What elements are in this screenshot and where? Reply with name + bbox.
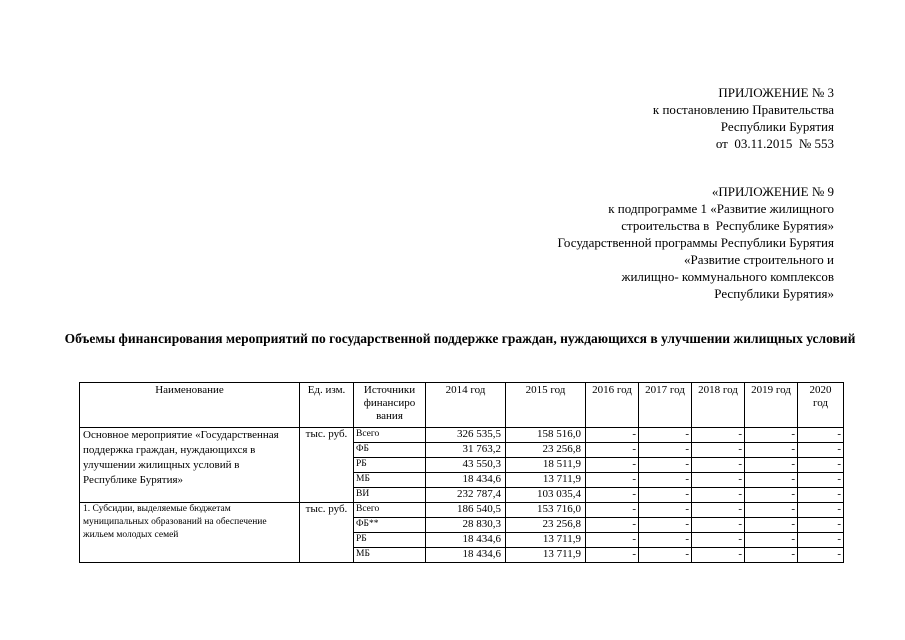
appendix-9-line: жилищно- коммунального комплексов <box>621 269 834 284</box>
amount-2018: - <box>692 458 745 473</box>
appendix-3-line: Республики Бурятия <box>720 119 834 134</box>
amount-2014: 186 540,5 <box>426 503 506 518</box>
amount-2018: - <box>692 443 745 458</box>
amount-2015: 103 035,4 <box>506 488 586 503</box>
header-2018: 2018 год <box>692 383 745 428</box>
amount-2018: - <box>692 518 745 533</box>
amount-2017: - <box>639 473 692 488</box>
amount-2014: 31 763,2 <box>426 443 506 458</box>
document-title: Объемы финансирования мероприятий по государственной поддержке граждан, нуждающихся в улучшении жилищных условий <box>64 331 856 346</box>
funding-source: ФБ <box>354 443 426 458</box>
amount-2018: - <box>692 428 745 443</box>
measure-name: Основное мероприятие «Государственная поддержка граждан, нуждающихся в улучшении жилищных условий в Республике Бурятия» <box>80 428 300 503</box>
header-2015: 2015 год <box>506 383 586 428</box>
amount-2017: - <box>639 503 692 518</box>
measure-name: 1. Субсидии, выделяемые бюджетам муниципальных образований на обеспечение жильем молодых семей <box>80 503 300 563</box>
funding-source: РБ <box>354 458 426 473</box>
amount-2017: - <box>639 548 692 563</box>
amount-2018: - <box>692 488 745 503</box>
header-2020: 2020 год <box>798 383 844 428</box>
appendix-9-line: строительства в Республике Бурятия» <box>621 218 834 233</box>
amount-2014: 28 830,3 <box>426 518 506 533</box>
appendix-9-line: Республики Бурятия» <box>714 286 834 301</box>
header-2017: 2017 год <box>639 383 692 428</box>
appendix-3-line: от 03.11.2015 № 553 <box>715 136 834 151</box>
amount-2019: - <box>745 443 798 458</box>
amount-2017: - <box>639 443 692 458</box>
amount-2018: - <box>692 548 745 563</box>
amount-2020: - <box>798 428 844 443</box>
amount-2016: - <box>586 443 639 458</box>
amount-2018: - <box>692 503 745 518</box>
appendix-3-line: ПРИЛОЖЕНИЕ № 3 <box>718 85 834 100</box>
amount-2015: 13 711,9 <box>506 548 586 563</box>
financing-table <box>79 382 844 563</box>
amount-2019: - <box>745 503 798 518</box>
amount-2018: - <box>692 533 745 548</box>
table-header-row <box>80 383 844 428</box>
measure-unit: тыс. руб. <box>300 428 354 503</box>
funding-source: ФБ** <box>354 518 426 533</box>
amount-2015: 158 516,0 <box>506 428 586 443</box>
amount-2020: - <box>798 548 844 563</box>
amount-2020: - <box>798 443 844 458</box>
funding-source: МБ <box>354 548 426 563</box>
funding-source: МБ <box>354 473 426 488</box>
amount-2019: - <box>745 548 798 563</box>
funding-source: Всего <box>354 428 426 443</box>
amount-2016: - <box>586 503 639 518</box>
header-sources: Источники финансиро вания <box>354 383 426 428</box>
amount-2015: 153 716,0 <box>506 503 586 518</box>
table-row <box>80 428 844 443</box>
header-name: Наименование <box>80 383 300 428</box>
amount-2019: - <box>745 488 798 503</box>
amount-2019: - <box>745 428 798 443</box>
amount-2016: - <box>586 473 639 488</box>
amount-2018: - <box>692 473 745 488</box>
amount-2016: - <box>586 533 639 548</box>
amount-2016: - <box>586 548 639 563</box>
amount-2016: - <box>586 488 639 503</box>
header-2019: 2019 год <box>745 383 798 428</box>
appendix-3-line: к постановлению Правительства <box>652 102 834 117</box>
amount-2014: 18 434,6 <box>426 533 506 548</box>
amount-2014: 18 434,6 <box>426 548 506 563</box>
amount-2020: - <box>798 488 844 503</box>
amount-2019: - <box>745 518 798 533</box>
amount-2016: - <box>586 428 639 443</box>
appendix-9-line: Государственной программы Республики Бурятия <box>557 235 834 250</box>
amount-2014: 18 434,6 <box>426 473 506 488</box>
appendix-9-line: к подпрограмме 1 «Развитие жилищного <box>608 201 834 216</box>
amount-2014: 43 550,3 <box>426 458 506 473</box>
amount-2017: - <box>639 428 692 443</box>
amount-2020: - <box>798 533 844 548</box>
funding-source: ВИ <box>354 488 426 503</box>
amount-2015: 23 256,8 <box>506 518 586 533</box>
appendix-9-line: «ПРИЛОЖЕНИЕ № 9 <box>711 184 834 199</box>
amount-2019: - <box>745 458 798 473</box>
amount-2020: - <box>798 503 844 518</box>
header-2014: 2014 год <box>426 383 506 428</box>
funding-source: РБ <box>354 533 426 548</box>
header-unit: Ед. изм. <box>300 383 354 428</box>
measure-unit: тыс. руб. <box>300 503 354 563</box>
amount-2016: - <box>586 458 639 473</box>
appendix-3-header <box>653 84 834 152</box>
amount-2014: 232 787,4 <box>426 488 506 503</box>
amount-2015: 18 511,9 <box>506 458 586 473</box>
amount-2015: 23 256,8 <box>506 443 586 458</box>
appendix-9-line: «Развитие строительного и <box>684 252 834 267</box>
amount-2017: - <box>639 488 692 503</box>
amount-2017: - <box>639 533 692 548</box>
amount-2015: 13 711,9 <box>506 473 586 488</box>
table-body <box>80 428 844 563</box>
amount-2019: - <box>745 473 798 488</box>
amount-2019: - <box>745 533 798 548</box>
amount-2014: 326 535,5 <box>426 428 506 443</box>
header-2016: 2016 год <box>586 383 639 428</box>
amount-2017: - <box>639 518 692 533</box>
amount-2017: - <box>639 458 692 473</box>
funding-source: Всего <box>354 503 426 518</box>
amount-2020: - <box>798 473 844 488</box>
table-row <box>80 503 844 518</box>
amount-2020: - <box>798 458 844 473</box>
amount-2020: - <box>798 518 844 533</box>
amount-2016: - <box>586 518 639 533</box>
amount-2015: 13 711,9 <box>506 533 586 548</box>
appendix-9-header <box>558 183 834 302</box>
